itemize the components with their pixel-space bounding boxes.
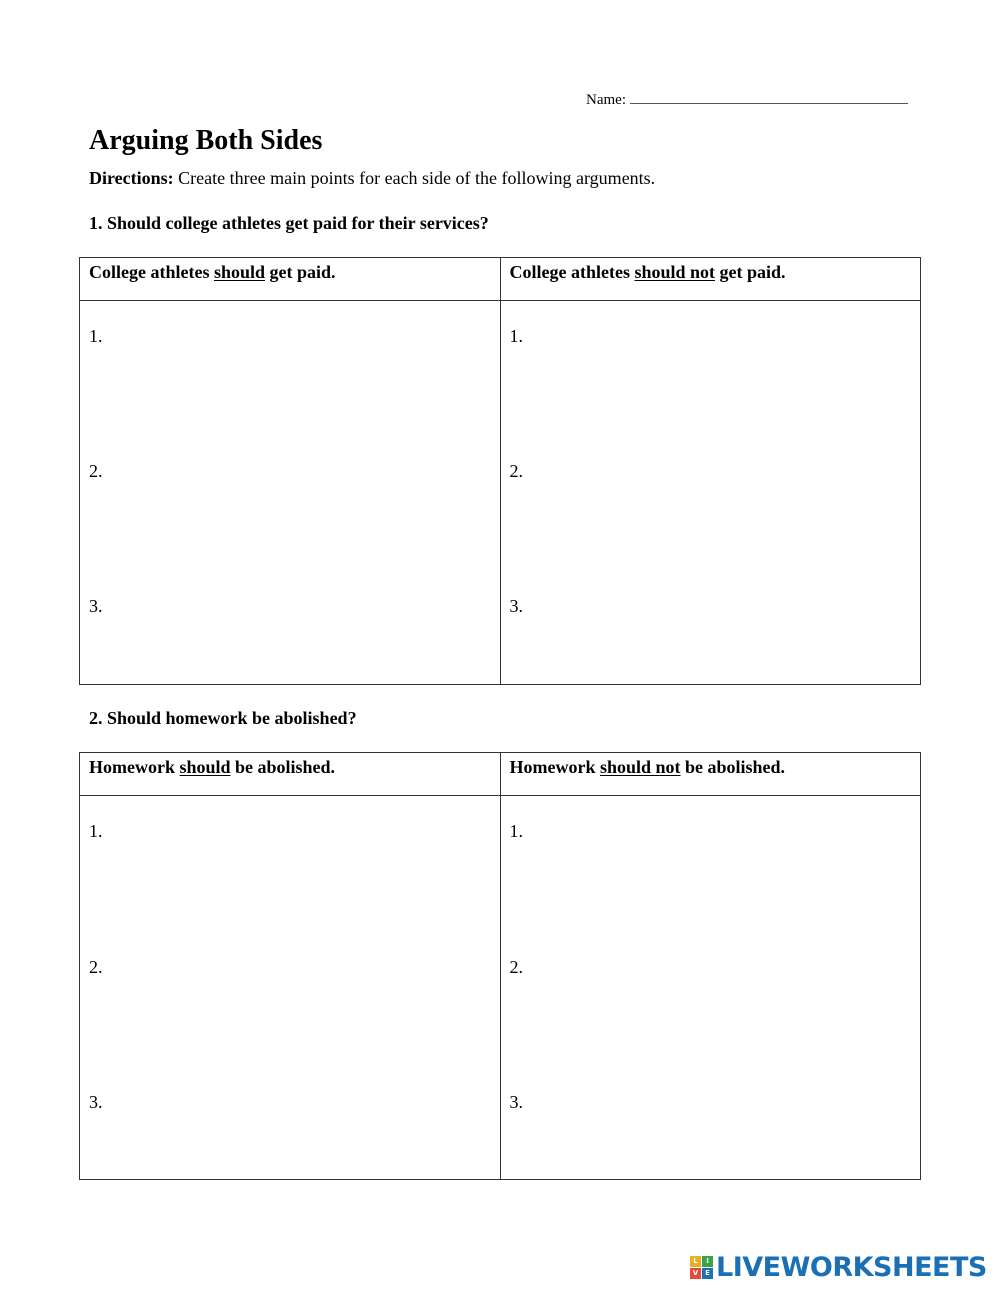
question-1-table [79,257,921,685]
q1-pro-point-3: 3. [89,596,103,616]
name-field [586,89,908,109]
q1-con-point-1: 1. [509,326,523,346]
logo-block-l: L [690,1256,701,1267]
logo-block-i: I [702,1256,713,1267]
q2-con-point-2: 2. [509,957,523,977]
liveworksheets-logo [690,1252,987,1283]
q2-pro-point-3: 3. [89,1092,103,1112]
logo-block-v: V [690,1268,701,1279]
q1-con-header: College athletes should not get paid. [500,258,921,301]
q1-pro-point-2: 2. [89,461,103,481]
q1-con-point-2: 2. [509,461,523,481]
directions-text: Create three main points for each side of the following arguments. [173,168,656,188]
q1-con-answer-area[interactable] [500,301,921,685]
q2-pro-answer-area[interactable] [80,796,501,1180]
question-1-prompt: 1. Should college athletes get paid for their services? [89,213,489,233]
logo-blocks-icon [690,1256,713,1279]
directions-label: Directions: [89,168,174,188]
q2-con-header: Homework should not be abolished. [500,753,921,796]
directions [89,168,655,189]
logo-wordmark: LIVEWORKSHEETS [716,1252,987,1283]
page-title: Arguing Both Sides [89,125,323,156]
q2-con-answer-area[interactable] [500,796,921,1180]
q1-pro-point-1: 1. [89,326,103,346]
q2-pro-point-2: 2. [89,957,103,977]
name-blank-line[interactable] [630,89,908,104]
q2-pro-header: Homework should be abolished. [80,753,501,796]
name-label: Name: [586,92,626,108]
q1-pro-answer-area[interactable] [80,301,501,685]
q1-con-point-3: 3. [509,596,523,616]
question-2-table [79,752,921,1180]
question-2-prompt: 2. Should homework be abolished? [89,708,357,728]
q2-con-point-1: 1. [509,821,523,841]
q2-con-point-3: 3. [509,1092,523,1112]
logo-block-e: E [702,1268,713,1279]
q2-pro-point-1: 1. [89,821,103,841]
q1-pro-header: College athletes should get paid. [80,258,501,301]
